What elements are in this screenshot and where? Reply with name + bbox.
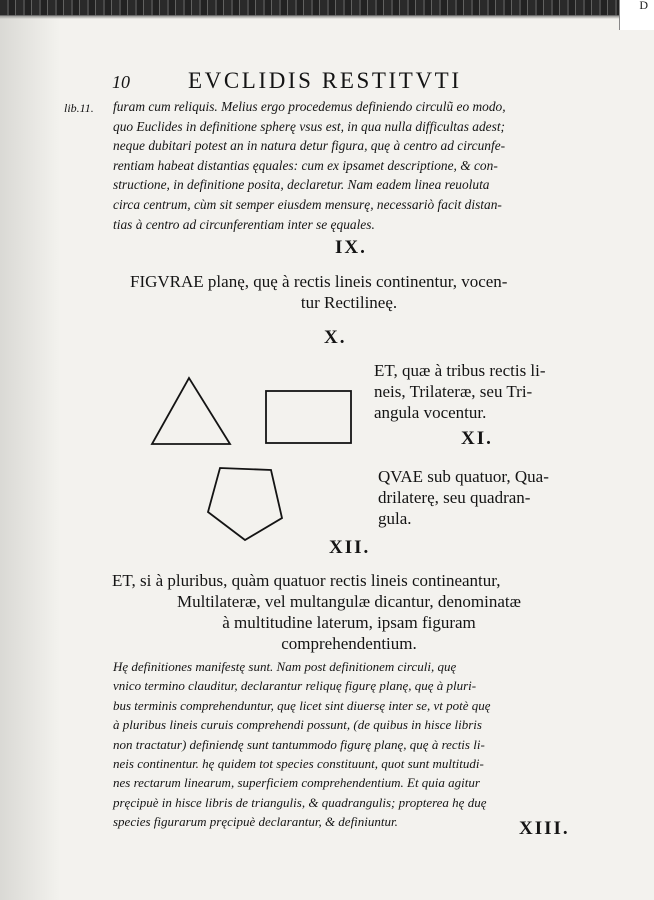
- paragraph-line: neque dubitari potest an in natura detur figura, quę à centro ad circunfe-: [113, 138, 506, 154]
- paragraph-line: rentiam habeat distantias ęquales: cum ex ipsamet descriptione, & con-: [113, 157, 498, 173]
- definition-line: gula.: [378, 509, 412, 528]
- definition-number-9: IX.: [335, 237, 367, 258]
- paragraph-line: species figurarum pręcipuè declarantur, & definiuntur.: [113, 814, 398, 830]
- paragraph-line: non tractatur) definiendę sunt tantummodo figurę planę, quę à rectis li-: [113, 736, 485, 752]
- definition-line: neis, Trilateræ, seu Tri-: [374, 382, 533, 401]
- definition-12: [112, 570, 586, 654]
- paragraph-line: Hę definitiones manifestę sunt. Nam post definitionem circuli, quę: [113, 659, 457, 674]
- running-title: EVCLIDIS RESTITVTI: [188, 68, 462, 93]
- definition-line: FIGVRAE planę, quę à rectis lineis continentur, vocen-: [130, 272, 508, 291]
- definition-line: QVAE sub quatuor, Qua-: [378, 467, 549, 486]
- definition-11: [378, 466, 578, 529]
- definition-line: ET, si à pluribus, quàm quatuor rectis lineis contineantur,: [112, 571, 501, 590]
- paragraph-line: circa centrum, cùm sit semper eiusdem mensurę, necessariò facit distan-: [113, 196, 502, 212]
- definition-number-12: XII.: [329, 537, 371, 558]
- rectangle-figure: [266, 391, 351, 443]
- definition-line: ET, quæ à tribus rectis li-: [374, 361, 546, 380]
- definition-line: Multilateræ, vel multangulæ dicantur, denominatæ: [177, 592, 521, 611]
- definition-number-13: XIII.: [519, 818, 570, 839]
- paragraph-line: à pluribus lineis curuis comprehendi possunt, (de quibus in hisce libris: [113, 717, 482, 733]
- paragraph-line: neis continentur. hę quidem tot species constituunt, quot sunt multitudi-: [113, 756, 484, 772]
- triangle-figure: [152, 378, 230, 444]
- paragraph-line: tias à centro ad circunferentiam inter se ęquales.: [113, 216, 375, 232]
- definition-line: comprehendentium.: [281, 634, 417, 653]
- corner-letter: D: [639, 0, 648, 12]
- definition-line: à multitudine laterum, ipsam figuram: [222, 613, 476, 632]
- definition-number-11: XI.: [461, 428, 493, 449]
- commentary-paragraph-2: [113, 657, 573, 832]
- paragraph-line: structione, in definitione posita, declaretur. Nam eadem linea reuoluta: [113, 177, 490, 193]
- paragraph-line: pręcipuè in hisce libris de triangulis, & quadrangulis; propterea hę duę: [113, 794, 487, 810]
- paragraph-line: bus terminis comprehenduntur, quę licet sint diuersę inter se, vt potè quę: [113, 697, 491, 713]
- paragraph-line: vnico termino clauditur, declarantur reliquę figurę planę, quę à pluri-: [113, 678, 477, 694]
- page-number: 10: [112, 72, 130, 92]
- definition-line: drilaterę, seu quadran-: [378, 488, 531, 507]
- definition-number-10: X.: [324, 327, 347, 348]
- definition-line: tur Rectilineę.: [300, 293, 398, 312]
- paragraph-line: quo Euclides in definitione spherę vsus est, in qua nulla difficultas adest;: [113, 118, 506, 134]
- margin-note: lib.11.: [64, 101, 94, 115]
- paragraph-line: furam cum reliquis. Melius ergo procedemus definiendo circulũ eo modo,: [113, 99, 506, 114]
- paragraph-line: nes rectarum linearum, superficiem comprehendentium. Et quia agitur: [113, 775, 480, 791]
- pentagon-figure: [208, 468, 282, 540]
- definition-line: angula vocentur.: [374, 403, 487, 422]
